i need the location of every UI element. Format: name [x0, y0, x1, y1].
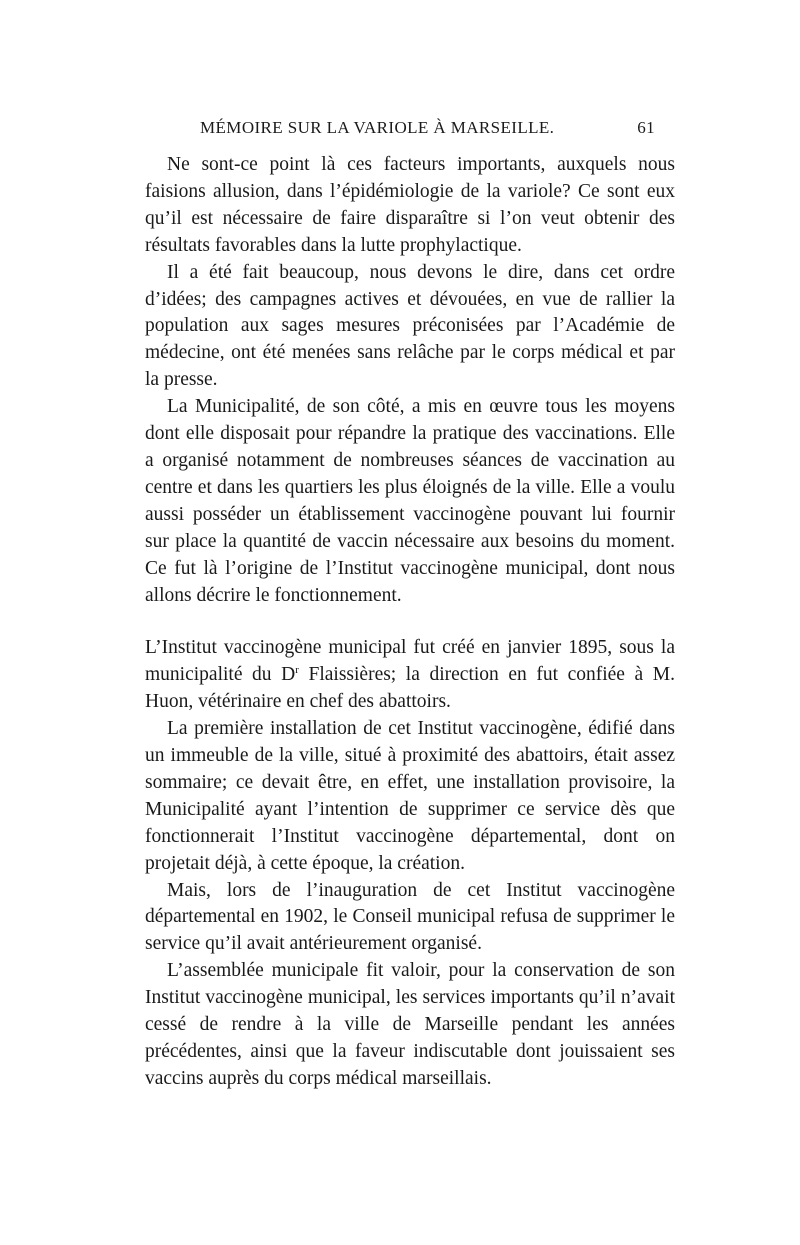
- paragraph-5: La première installation de cet Institut vaccinogène, édifié dans un immeuble de la ville, situé à proximité des abattoirs, était assez sommaire; ce devait être, en effet, une installation provisoire, la Municipalité ayant l’intention de supprimer ce service dès que fonctionnerait l’Institut vaccinogène départemental, dont on projetait déjà, à cette époque, la création.: [145, 718, 675, 874]
- paragraph-4: [145, 635, 675, 716]
- page-number: 61: [637, 118, 655, 137]
- paragraph-3: La Municipalité, de son côté, a mis en œuvre tous les moyens dont elle disposait pour répandre la pratique des vaccinations. Elle a organisé notamment de nombreuses séances de vaccination au centre et dans les quartiers les plus éloignés de la ville. Elle a voulu aussi posséder un établissement vaccinogène pouvant lui fournir sur place la quantité de vaccin nécessaire aux besoins du moment. Ce fut là l’origine de l’Institut vaccinogène municipal, dont nous allons décrire le fonctionnement.: [145, 396, 675, 606]
- paragraph-1: Ne sont-ce point là ces facteurs importants, auxquels nous faisions allusion, dans l’épidémiologie de la variole? Ce sont eux qu’il est nécessaire de faire disparaître si l’on veut obtenir des résultats favorables dans la lutte prophylactique.: [145, 154, 675, 256]
- paragraph-6: Mais, lors de l’inauguration de cet Institut vaccinogène départemental en 1902, le Conseil municipal refusa de supprimer le service qu’il avait antérieurement organisé.: [145, 879, 675, 955]
- running-header: [145, 118, 655, 144]
- body-text: [145, 152, 675, 1093]
- paragraph-4-text-b: Flaissières; la direction en fut confiée à M. Huon, vétérinaire en chef des abattoirs.: [145, 664, 676, 713]
- running-title: MÉMOIRE SUR LA VARIOLE À MARSEILLE.: [200, 118, 555, 137]
- paragraph-7: L’assemblée municipale fit valoir, pour la conservation de son Institut vaccinogène municipal, les services importants qu’il n’avait cessé de rendre à la ville de Marseille pendant les années précédentes, ainsi que la faveur indiscutable dont jouissaient ses vaccins auprès du corps médical marseillais.: [145, 960, 675, 1089]
- paragraph-2: Il a été fait beaucoup, nous devons le dire, dans cet ordre d’idées; des campagnes actives et dévouées, en vue de rallier la population aux sages mesures préconisées par l’Académie de médecine, ont été menées sans relâche par le corps médical et par la presse.: [145, 261, 675, 391]
- doctor-abbrev-superscript: r: [295, 664, 299, 677]
- paragraph-4-text-a: L’Institut vaccinogène municipal fut créé en janvier 1895, sous la municipalité du D: [145, 637, 675, 686]
